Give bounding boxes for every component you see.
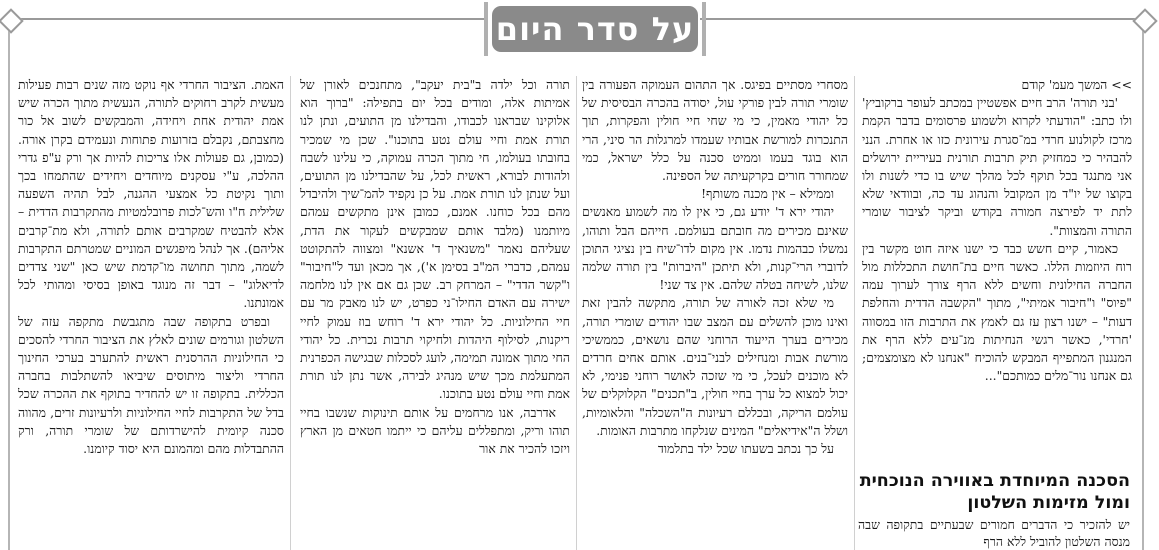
column-divider	[854, 76, 855, 550]
paragraph: מי שלא זכה לאורה של תורה, מתקשה להבין זאת ואינו מוכן להשלים עם המצב שבו יהודים שומרי תורה, מכירים בערך הייעוד הרוחני שהם נושאים, כממשיכי מורשת אבות ומנחילים לבני־בנים. אותם אחים חרדים לא מוכנים לעכל, כי מי שזכה לאושר רוחני פנימי, לא יכול למצוא כל ערך בחיי חולין, ב"תכנים" הקלוקלים של עולמם הריקה, ובכללם רעיונות ה"השכלה" והלאומיות, ושלל ה"אידיאלים" המינים שנלקחו מתרבות האומות.	[582, 295, 848, 438]
paragraph: יהודי ירא ד' יודע גם, כי אין לו מה לשמוע מאנשים שאינם מכירים מה חובתם בעולמם. חייהם הבל ותוהו, נמשלו כבהמות נדמו. אין מקום לדו־שיח בין נציגי התוכן לדוברי הרי־קנות, ולא תיתכן "היברות" בין תורה שלמה שלנו, לשיחה בטלה שלהם. אין צד שני!	[582, 204, 848, 293]
section-subheading: הסכנה המיוחדת באווירה הנוכחית ומול מזימות השלטון	[859, 471, 1130, 513]
paragraph: 'בני תורה' הרב חיים אפשטיין במכתב לעופר ברקוביץ' ולו כתב: "הודעתי לקרוא ולשמוע פרסומים בדבר הקמת מרכז לקולנוע חרדי במ־סגרת עירונית כזו או אחרת. הנני להבהיר כי כמחזיק תיק תרבות תורנית בעיריית ירושלים אני מתנגד בכל תוקף לכל מהלך שיש בו כדי לשנות ולו בקוצו של יו"ד מן המקובל והנהוג עד כה, ובוודאי שלא לתת יד לפירצה חמורה בקודש וביקר לציבור שומרי התורה והמצוות".	[862, 95, 1132, 238]
paragraph: האמת. הציבור החרדי אף נוקט מזה שנים רבות פעילות מעשית לקרב רחוקים לתורה, הנעשית מתוך הכרה שיש אמת יהודית אחת ויחידה, והמבקשים לשוב אל כור מחצבתם, נקבלם בזרועות פתוחות ונעמידם בקרן אורה. (כמובן, גם פעולות אלו צריכות להיות אך ורק ע"פ גדרי ההלכה, ע"י עסקנים מיוחדים ויחידים שהתמחו בכך ותוך נקיטת כל אמצעי ההגנה, לבל תהיה השפעה שלילית ח"ו והש־לכות פרובלמטיות מהתקרבות הדדית – אלא להבטיח שמקרבים אותם לתורה, ולא מת־קרבים אליהם). אך לנהל מיפגשים המוניים שמטרתם התקרבות לשמה, מתוך תחושה מו־קדמת שיש כאן "שני צדדים לדיאלוג" – דבר זה מנוגד באופן בסיסי ומהותי לכל אמונתנו.	[18, 77, 284, 311]
paragraph: תורה וכל ילדה ב"בית יעקב", מתחנכים לאורן של אמיתות אלה, ומודים בכל יום בתפילה: "ברוך הוא אלוקינו שבראנו לכבודו, והבדילנו מן התועים, ונתן לנו תורת אמת וחיי עולם נטע בתוכנו". שכן מי שמכיר בחובתו בעולמו, חי מתוך הכרה עמוקה, כי עלינו לשבח ולהודות לבורא, ראשית לכל, על שהבדילנו מן התועים, ועל שנתן לנו תורת אמת. על כן נקפיד להמ־שיך ולהיבדל מהם בכל כוחנו. אמנם, כמובן אינן מתקשים עמהם מיותמנו (מלבד אותם שמבקשים לעקור את הדת, שעליהם נאמר "משנאיך ד' אשנא" ומצווה להתקוטט עמהם, כדברי המ"ב בסימן א'), אך מכאן ועד ל"חיבור" ו"קשר הדדי" – המרחק רב. שכן גם אם אין לנו מלחמה ישירה עם האדם החילו־ני כפרט, יש לנו מאבק מר עם חיי החילוניות. כל יהודי ירא ד' רוחש בוז עמוק לחיי ריקנות, לסילוף היהדות ולחיקוי תרבות נכרית. כל יהודי החי מתוך אמונה תמימה, לועג לסכלות שבגישה הכפרנית המתעלמת מכך שיש מנהיג לבירה, אשר נתן לנו תורת אמת וחיי עולם נטע בתוכנו.	[300, 77, 570, 402]
page-title: על סדר היום	[495, 10, 695, 48]
paragraph: וממילא – אין מכנה משותף!	[701, 186, 834, 202]
column-divider	[576, 76, 577, 550]
corner-ornament-right	[1132, 8, 1157, 33]
paragraph: מסחרי מסתיים בפיגס. אך התהום העמוקה הפעורה בין שומרי תורה לבין פורקי עול, יסודה בהכרה הבסיסית של כל יהודי מאמין, כי מי שחי חיי חולין והפקרות, תוך התנכרות למורשת אבותיו שעמדו למרגלות הר סיני, הרי הוא בוגד בעמו וממיט סכנה על כלל ישראל, כמי שמחורר חורים בקרקעיתה של הספינה.	[582, 77, 848, 184]
banner-edge-right	[702, 2, 706, 56]
paragraph: כאמור, קיים חשש כבד כי ישנו איזה חוט מקשר בין רוח היוזמות הללו. כאשר חיים בת־חושת התכללות מול החברה החילונית וחשים ללא הרף צורך לערוך עמה "פיוס" ו"חיבור אמיתי", מתוך "הקשבה הדדית והחלפת דעות" – ישנו רצון עז גם לאמץ את התרבות הזו במסווה 'חרדי', כאשר רגשי הנחיתות מנ־עים ללא הרף את המנגנון המתפייף המבקש להוכיח "אנחנו לא מצומצמים; גם אנחנו נור־מלים כמותכם"...	[862, 240, 1132, 384]
top-rule-right	[700, 18, 1140, 20]
paragraph: אדרבה, אנו מרחמים על אותם תינוקות שנשבו בחיי תוהו וריק, ומתפללים עליהם כי ייתמו חטאים מן הארץ ויזכו להכיר את אור	[300, 404, 570, 457]
paragraph: יש להזכיר כי הדברים חמורים שבעתיים בתקופה שבה מנסה השלטון להוביל ללא הרף	[858, 517, 1130, 549]
article-column-3	[300, 76, 570, 550]
article-column-1-tail	[858, 516, 1130, 550]
continued-from-previous-page: >> המשך מעמ' קודם	[1021, 77, 1132, 92]
top-rule-left	[8, 18, 488, 20]
banner-edge-left	[484, 2, 488, 56]
article-column-1	[862, 76, 1132, 466]
frame-right-border	[1142, 18, 1144, 550]
article-column-4	[18, 76, 284, 550]
column-divider	[290, 76, 291, 550]
corner-ornament-left	[0, 8, 24, 33]
frame-left-border	[8, 18, 10, 550]
article-column-2	[582, 76, 848, 550]
paragraph: על כך נכתב בשעתו שכל ילד בתלמוד	[657, 441, 834, 457]
section-title-banner	[492, 6, 698, 52]
paragraph: ובפרט בתקופה שבה מתגבשת מתקפה עזה של השלטון וגורמים שונים לאלץ את הציבור החרדי להסכים כי החילוניות ההרסנית ראשית להתערב בערכי החינוך החרדי וליצור מיתוסים שיביאו להשתלבות בחברה הכללית. בתקופה זו יש להחדיר בתוקף את ההכרה שכל בדל של התקרבות לחיי החילוניות ולרעיונות זרים, מהווה סכנה קיומית להישרדותם של שומרי תורה, ורק ההתבדלות מהם ומהמונם היא יסוד קיומנו.	[18, 313, 284, 457]
